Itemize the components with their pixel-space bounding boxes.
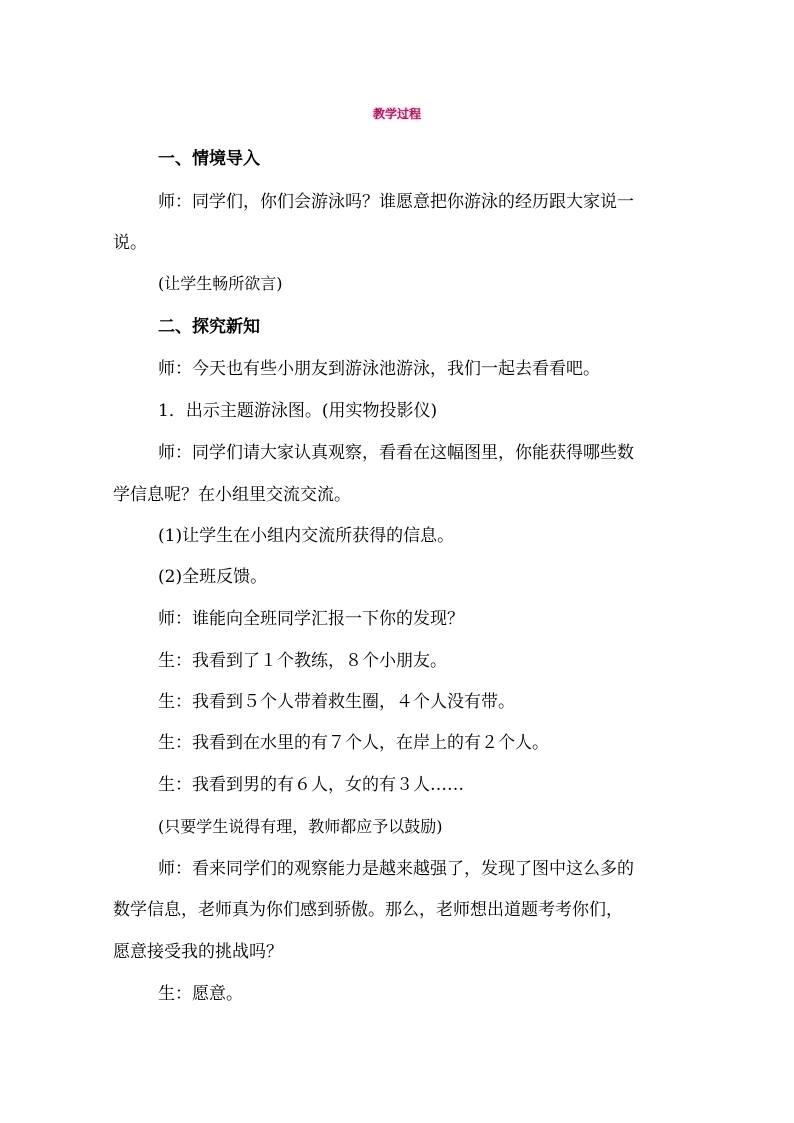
- section-heading-intro: 一、情境导入: [158, 149, 260, 169]
- student-reply: 生：我看到５个人带着救生圈，４个人没有带。: [158, 692, 515, 712]
- paragraph-line: 愿意接受我的挑战吗？: [113, 942, 283, 962]
- list-item: (2)全班反馈。: [158, 567, 268, 587]
- page-title: 教学过程: [372, 107, 421, 121]
- student-reply: 生：愿意。: [158, 984, 243, 1004]
- section-heading-explore: 二、探究新知: [158, 317, 260, 337]
- paragraph-line: 说。: [113, 233, 147, 253]
- student-reply: 生：我看到男的有６人，女的有３人……: [158, 775, 464, 795]
- student-reply: 生：我看到了１个教练，８个小朋友。: [158, 651, 447, 671]
- paragraph-line: 师：今天也有些小朋友到游泳池游泳，我们一起去看看吧。: [158, 359, 600, 379]
- paragraph-line: 师：同学们请大家认真观察，看看在这幅图里，你能获得哪些数: [158, 443, 634, 463]
- list-item: (1)让学生在小组内交流所获得的信息。: [158, 526, 455, 546]
- step-item: 1．出示主题游泳图。(用实物投影仪): [158, 401, 438, 421]
- paragraph-line: 学信息呢？在小组里交流交流。: [113, 485, 351, 505]
- teaching-note: (只要学生说得有理，教师都应予以鼓励): [158, 817, 443, 836]
- student-reply: 生：我看到在水里的有７个人，在岸上的有２个人。: [158, 733, 549, 753]
- paragraph-line: 师：看来同学们的观察能力是越来越强了，发现了图中这么多的: [158, 859, 634, 879]
- paragraph-line: 师：谁能向全班同学汇报一下你的发现？: [158, 609, 464, 629]
- paragraph-line: 师：同学们，你们会游泳吗？谁愿意把你游泳的经历跟大家说一: [158, 192, 634, 212]
- teaching-note: (让学生畅所欲言): [158, 274, 283, 293]
- paragraph-line: 数学信息，老师真为你们感到骄傲。那么，老师想出道题考考你们，: [113, 900, 623, 920]
